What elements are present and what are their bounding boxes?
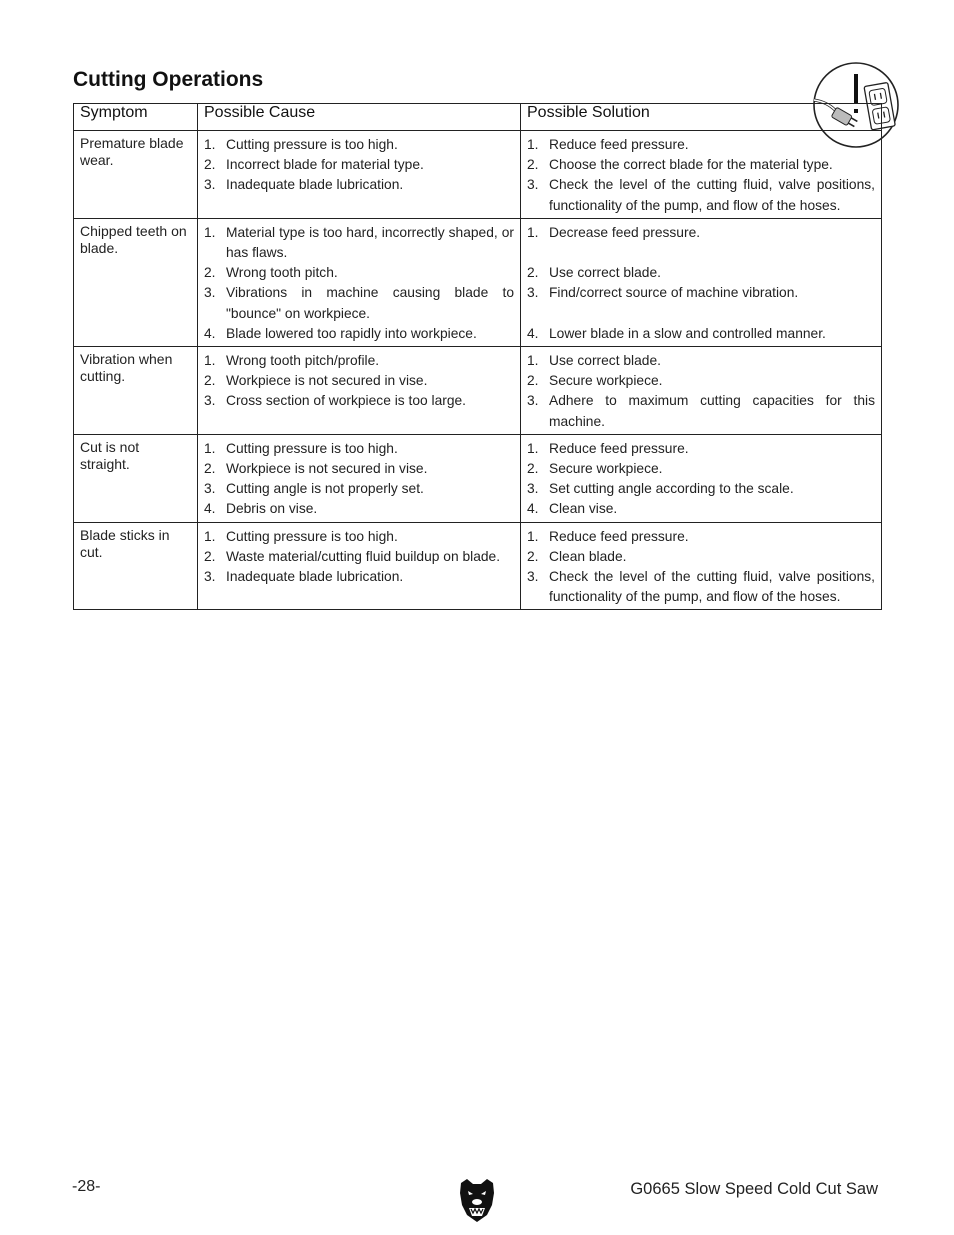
item-number: 1. bbox=[527, 137, 539, 152]
item-number: 1. bbox=[204, 528, 216, 544]
cause-item bbox=[204, 527, 514, 547]
item-number: 3. bbox=[204, 481, 216, 497]
list-spacer bbox=[527, 304, 875, 324]
solution-cell bbox=[521, 434, 882, 522]
cause-item bbox=[204, 439, 514, 459]
bear-logo-icon bbox=[457, 1177, 497, 1223]
table-row bbox=[74, 218, 882, 346]
solution-item bbox=[527, 459, 875, 479]
cause-cell bbox=[198, 522, 521, 610]
item-number: 3. bbox=[204, 569, 216, 585]
solution-item bbox=[527, 263, 875, 283]
solution-item bbox=[527, 283, 875, 303]
item-number: 2. bbox=[204, 373, 216, 389]
item-number: 3. bbox=[204, 177, 216, 193]
item-number: 4. bbox=[204, 501, 216, 517]
section-title: Cutting Operations bbox=[73, 68, 264, 91]
item-number: 2. bbox=[204, 461, 216, 477]
solution-list bbox=[527, 527, 875, 608]
item-text: Secure workpiece. bbox=[549, 373, 663, 389]
solution-cell bbox=[521, 218, 882, 346]
solution-item bbox=[527, 391, 875, 431]
solution-cell bbox=[521, 131, 882, 219]
solution-item bbox=[527, 324, 875, 344]
header-possible-cause: Possible Cause bbox=[198, 104, 521, 131]
item-text: Inadequate blade lubrication. bbox=[226, 177, 404, 193]
cause-list bbox=[204, 439, 514, 520]
item-number: 2. bbox=[527, 157, 539, 173]
item-number: 3. bbox=[527, 569, 539, 585]
symptom-cell: Vibration when cutting. bbox=[74, 347, 198, 435]
symptom-cell: Blade sticks in cut. bbox=[74, 522, 198, 610]
cause-item bbox=[204, 135, 514, 155]
solution-item bbox=[527, 175, 875, 215]
cause-item bbox=[204, 391, 514, 411]
item-text: Cutting pressure is too high. bbox=[226, 528, 398, 544]
item-number: 4. bbox=[527, 325, 539, 341]
cause-item bbox=[204, 263, 514, 283]
cause-cell bbox=[198, 131, 521, 219]
solution-item bbox=[527, 351, 875, 371]
page-number: -28- bbox=[72, 1178, 101, 1195]
item-number: 2. bbox=[204, 265, 216, 281]
item-number: 4. bbox=[527, 501, 539, 517]
solution-item bbox=[527, 439, 875, 459]
header-symptom: Symptom bbox=[74, 104, 198, 131]
item-number: 2. bbox=[204, 157, 216, 173]
cause-item bbox=[204, 155, 514, 175]
item-number: 1. bbox=[527, 440, 539, 456]
item-number: 2. bbox=[527, 461, 539, 477]
item-text: Find/correct source of machine vibration. bbox=[549, 285, 799, 301]
cause-item bbox=[204, 283, 514, 323]
table-row bbox=[74, 522, 882, 610]
item-text: Secure workpiece. bbox=[549, 461, 663, 477]
item-text: Check the level of the cutting fluid, valve positions, functionality of the pump, and flow of the hoses. bbox=[549, 569, 875, 605]
cause-item bbox=[204, 459, 514, 479]
item-text: Choose the correct blade for the material type. bbox=[549, 157, 833, 173]
item-number: 1. bbox=[527, 528, 539, 544]
cause-item bbox=[204, 351, 514, 371]
item-text: Reduce feed pressure. bbox=[549, 440, 689, 456]
item-text: Clean vise. bbox=[549, 501, 618, 517]
item-number: 3. bbox=[527, 285, 539, 301]
solution-item bbox=[527, 135, 875, 155]
item-number: 3. bbox=[527, 481, 539, 497]
item-text: Clean blade. bbox=[549, 548, 627, 564]
item-text: Cutting pressure is too high. bbox=[226, 137, 398, 152]
cause-list bbox=[204, 223, 514, 344]
item-number: 1. bbox=[204, 440, 216, 456]
item-text: Set cutting angle according to the scale. bbox=[549, 481, 794, 497]
item-number: 2. bbox=[527, 373, 539, 389]
item-text: Cutting pressure is too high. bbox=[226, 440, 398, 456]
solution-list bbox=[527, 439, 875, 520]
item-text: Incorrect blade for material type. bbox=[226, 157, 424, 173]
solution-item bbox=[527, 479, 875, 499]
item-text: Material type is too hard, incorrectly shaped, or has flaws. bbox=[226, 224, 514, 261]
item-number: 3. bbox=[204, 393, 216, 409]
cause-item bbox=[204, 223, 514, 263]
cause-item bbox=[204, 499, 514, 519]
solution-item bbox=[527, 527, 875, 547]
cause-list bbox=[204, 351, 514, 412]
symptom-cell: Premature blade wear. bbox=[74, 131, 198, 219]
table-row bbox=[74, 347, 882, 435]
item-number: 1. bbox=[204, 137, 216, 152]
solution-list bbox=[527, 351, 875, 432]
cause-item bbox=[204, 175, 514, 195]
item-number: 1. bbox=[204, 224, 216, 240]
troubleshooting-table bbox=[73, 103, 882, 610]
item-number: 3. bbox=[527, 393, 539, 409]
cause-cell bbox=[198, 347, 521, 435]
item-text: Use correct blade. bbox=[549, 353, 661, 369]
table-row bbox=[74, 434, 882, 522]
cause-cell bbox=[198, 218, 521, 346]
cause-list bbox=[204, 135, 514, 196]
item-text: Wrong tooth pitch/profile. bbox=[226, 353, 380, 369]
solution-cell bbox=[521, 522, 882, 610]
solution-item bbox=[527, 567, 875, 607]
solution-cell bbox=[521, 347, 882, 435]
item-text: Workpiece is not secured in vise. bbox=[226, 373, 428, 389]
cause-item bbox=[204, 371, 514, 391]
item-text: Debris on vise. bbox=[226, 501, 318, 517]
table-header-row bbox=[74, 104, 882, 131]
item-text: Decrease feed pressure. bbox=[549, 224, 701, 240]
solution-item bbox=[527, 223, 875, 243]
item-number: 3. bbox=[204, 285, 216, 301]
solution-item bbox=[527, 499, 875, 519]
symptom-cell: Chipped teeth on blade. bbox=[74, 218, 198, 346]
solution-list bbox=[527, 135, 875, 216]
cause-item bbox=[204, 479, 514, 499]
cause-item bbox=[204, 547, 514, 567]
item-text: Cutting angle is not properly set. bbox=[226, 481, 424, 497]
item-number: 3. bbox=[527, 177, 539, 193]
item-number: 2. bbox=[527, 265, 539, 281]
item-text: Use correct blade. bbox=[549, 265, 661, 281]
symptom-cell: Cut is not straight. bbox=[74, 434, 198, 522]
solution-item bbox=[527, 371, 875, 391]
item-text: Vibrations in machine causing blade to "bounce" on workpiece. bbox=[226, 285, 514, 321]
list-spacer bbox=[527, 243, 875, 263]
cause-list bbox=[204, 527, 514, 588]
item-text: Waste material/cutting fluid buildup on blade. bbox=[226, 548, 501, 564]
item-text: Cross section of workpiece is too large. bbox=[226, 393, 467, 409]
item-text: Blade lowered too rapidly into workpiece. bbox=[226, 325, 477, 341]
item-text: Check the level of the cutting fluid, valve positions, functionality of the pump, and flow of the hoses. bbox=[549, 177, 875, 213]
item-number: 4. bbox=[204, 325, 216, 341]
item-text: Adhere to maximum cutting capacities for this machine. bbox=[549, 393, 875, 429]
cause-item bbox=[204, 567, 514, 587]
solution-item bbox=[527, 155, 875, 175]
header-possible-solution: Possible Solution bbox=[521, 104, 882, 131]
item-text: Workpiece is not secured in vise. bbox=[226, 461, 428, 477]
item-number: 1. bbox=[527, 224, 539, 240]
item-text: Reduce feed pressure. bbox=[549, 528, 689, 544]
cause-item bbox=[204, 324, 514, 344]
solution-list bbox=[527, 223, 875, 344]
table-row bbox=[74, 131, 882, 219]
item-text: Inadequate blade lubrication. bbox=[226, 569, 404, 585]
item-number: 1. bbox=[527, 353, 539, 369]
item-number: 2. bbox=[204, 548, 216, 564]
item-number: 2. bbox=[527, 548, 539, 564]
item-number: 1. bbox=[204, 353, 216, 369]
item-text: Lower blade in a slow and controlled manner. bbox=[549, 325, 826, 341]
item-text: Wrong tooth pitch. bbox=[226, 265, 338, 281]
cause-cell bbox=[198, 434, 521, 522]
item-text: Reduce feed pressure. bbox=[549, 137, 689, 152]
model-name: G0665 Slow Speed Cold Cut Saw bbox=[630, 1180, 878, 1198]
solution-item bbox=[527, 547, 875, 567]
